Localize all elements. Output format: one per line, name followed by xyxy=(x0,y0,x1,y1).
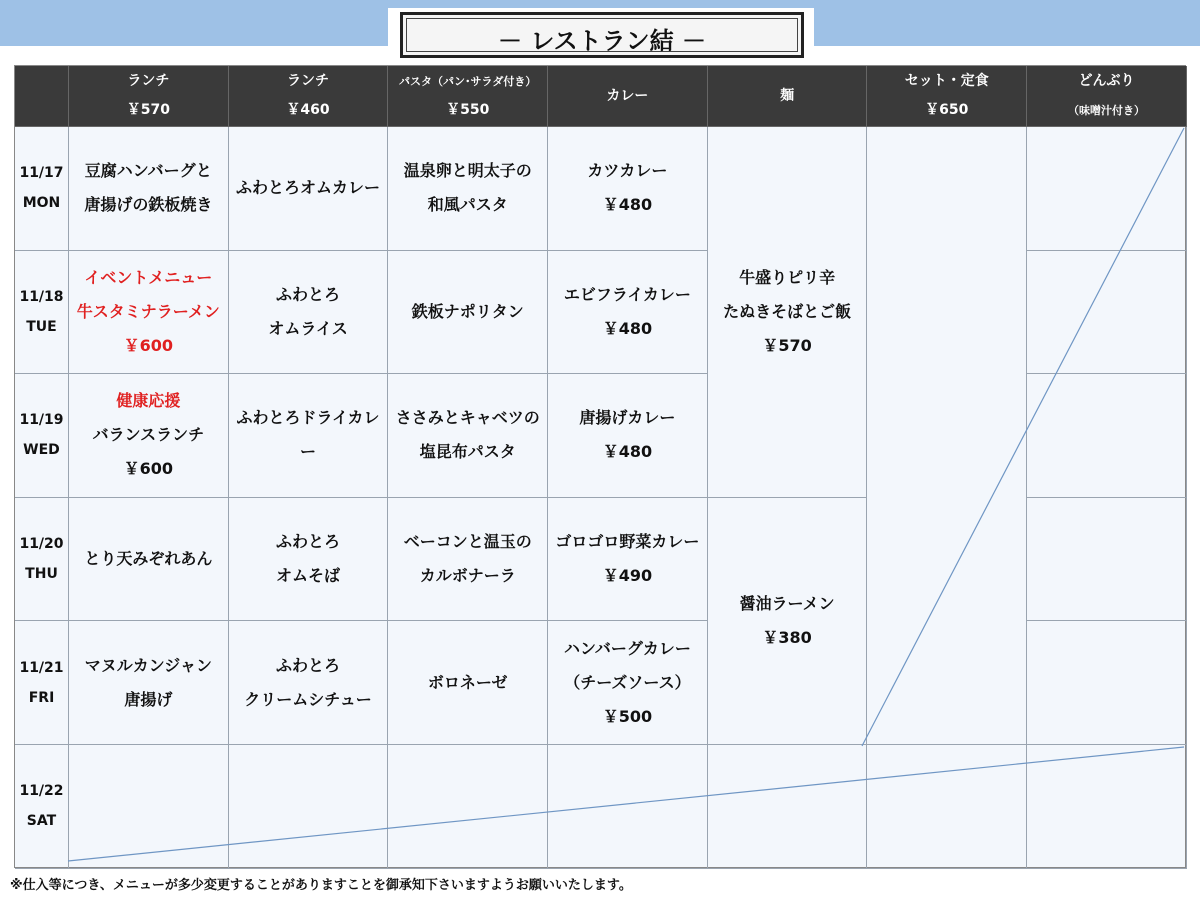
day-date: 11/20 xyxy=(19,536,64,553)
menu-line: 醤油ラーメン xyxy=(739,593,835,613)
header-donburi xyxy=(1027,66,1187,127)
menu-line: 牛スタミナラーメン xyxy=(76,301,220,321)
header-pasta xyxy=(388,66,548,127)
menu-line: 唐揚げの鉄板焼き xyxy=(84,195,213,215)
donburi-item xyxy=(1027,374,1187,498)
day-label xyxy=(15,374,69,498)
day-of-week: THU xyxy=(25,566,58,583)
day-label xyxy=(15,251,69,375)
menu-line: エビフライカレー xyxy=(563,284,691,304)
menu-line: カツカレー xyxy=(587,161,668,181)
menu-price: ￥600 xyxy=(123,335,174,355)
day-of-week: TUE xyxy=(26,318,57,335)
menu-line: ふわとろ xyxy=(276,284,341,304)
menu-price: ￥500 xyxy=(602,706,653,726)
curry-item xyxy=(548,374,708,498)
menu-line: バランスランチ xyxy=(92,425,205,445)
donburi-item xyxy=(1027,498,1187,622)
day-label xyxy=(15,621,69,745)
menu-line: ベーコンと温玉の xyxy=(403,532,532,552)
pasta-item xyxy=(388,251,548,375)
menu-line: オムそば xyxy=(276,566,341,586)
day-label xyxy=(15,127,69,251)
menu-line: ふわとろオムカレー xyxy=(236,178,381,198)
curry-item xyxy=(548,498,708,622)
lunch-a-item xyxy=(69,127,229,251)
menu-price: ￥490 xyxy=(602,566,653,586)
header-price: ￥570 xyxy=(126,102,170,118)
header-set-meal xyxy=(867,66,1027,127)
header-noodles xyxy=(708,66,868,127)
header-label: パスタ（パン･サラダ付き） xyxy=(399,75,537,88)
curry-item xyxy=(548,251,708,375)
page-title: － レストラン結 － xyxy=(498,27,706,55)
menu-price: ￥480 xyxy=(602,318,653,338)
donburi-item xyxy=(1027,127,1187,251)
header-label: カレー xyxy=(606,87,649,104)
pasta-item xyxy=(388,498,548,622)
pasta-item xyxy=(388,127,548,251)
menu-line: とり天みぞれあん xyxy=(84,549,213,569)
menu-line: カルボナーラ xyxy=(419,566,516,586)
saturday-cell xyxy=(69,745,229,869)
menu-price: ￥480 xyxy=(602,442,653,462)
curry-item xyxy=(548,127,708,251)
day-date: 11/22 xyxy=(19,783,64,800)
day-date: 11/17 xyxy=(19,165,64,182)
header-curry xyxy=(548,66,708,127)
header-label: セット・定食 xyxy=(904,73,989,89)
header-lunch-a xyxy=(69,66,229,127)
footnote: ※仕入等につき、メニューが多少変更することがありますことを御承知下さいますようお願いいたします。 xyxy=(10,878,632,893)
lunch-b-item xyxy=(229,621,389,745)
header-note: （味噌汁付き） xyxy=(1067,104,1145,117)
noodles-item xyxy=(708,498,868,745)
lunch-b-item xyxy=(229,127,389,251)
lunch-a-item xyxy=(69,621,229,745)
header-price: ￥460 xyxy=(286,102,330,118)
menu-line: 牛盛りピリ辛 xyxy=(739,267,836,287)
header-price: ￥650 xyxy=(925,102,969,118)
saturday-cell xyxy=(548,745,708,869)
day-label xyxy=(15,498,69,622)
lunch-a-item xyxy=(69,251,229,375)
header-label: 麺 xyxy=(780,87,795,104)
header-lunch-b xyxy=(229,66,389,127)
menu-line: ボロネーゼ xyxy=(427,672,508,692)
menu-line: オムライス xyxy=(268,318,348,338)
menu-line: ふわとろドライカレー xyxy=(236,408,380,462)
menu-price: ￥600 xyxy=(123,459,174,479)
menu-line: 和風パスタ xyxy=(427,195,508,215)
menu-line: ささみとキャベツの xyxy=(395,408,540,428)
pasta-item xyxy=(388,621,548,745)
header-label: ランチ xyxy=(127,73,170,89)
lunch-a-item xyxy=(69,498,229,622)
menu-price: ￥570 xyxy=(762,335,812,355)
header-corner xyxy=(15,66,69,127)
lunch-b-item xyxy=(229,251,389,375)
day-date: 11/18 xyxy=(19,288,64,305)
weekly-menu-table xyxy=(14,65,1186,868)
menu-line: （チーズソース） xyxy=(564,672,691,692)
title-frame xyxy=(400,12,804,58)
day-of-week: MON xyxy=(22,195,61,212)
menu-line: 鉄板ナポリタン xyxy=(411,301,524,321)
menu-line: ふわとろ xyxy=(276,532,341,552)
menu-line: イベントメニュー xyxy=(84,267,213,287)
menu-line: 豆腐ハンバーグと xyxy=(84,161,212,181)
day-date: 11/19 xyxy=(19,412,64,429)
noodles-item xyxy=(708,127,868,498)
donburi-item xyxy=(1027,621,1187,745)
menu-line: 唐揚げカレー xyxy=(579,408,676,428)
saturday-cell xyxy=(708,745,868,869)
set-meal-column xyxy=(867,127,1027,745)
day-of-week: WED xyxy=(23,442,60,459)
saturday-cell xyxy=(867,745,1027,869)
saturday-cell xyxy=(388,745,548,869)
saturday-cell xyxy=(1027,745,1187,869)
lunch-a-item xyxy=(69,374,229,498)
header-label: どんぶり xyxy=(1078,73,1135,89)
menu-line: マヌルカンジャン xyxy=(84,655,212,675)
donburi-item xyxy=(1027,251,1187,375)
menu-line: ふわとろ xyxy=(276,655,341,675)
day-date: 11/21 xyxy=(19,659,64,676)
day-label xyxy=(15,745,69,869)
menu-line: ゴロゴロ野菜カレー xyxy=(555,532,700,552)
curry-item xyxy=(548,621,708,745)
menu-line: 温泉卵と明太子の xyxy=(403,161,532,181)
menu-line: ハンバーグカレー xyxy=(563,638,691,658)
pasta-item xyxy=(388,374,548,498)
header-label: ランチ xyxy=(287,73,330,89)
menu-line: 健康応援 xyxy=(116,391,181,411)
menu-line: 唐揚げ xyxy=(124,689,173,709)
menu-price: ￥380 xyxy=(762,627,812,647)
menu-price: ￥480 xyxy=(602,195,653,215)
day-of-week: FRI xyxy=(28,689,55,706)
day-of-week: SAT xyxy=(26,813,57,830)
lunch-b-item xyxy=(229,374,389,498)
saturday-cell xyxy=(229,745,389,869)
menu-line: 塩昆布パスタ xyxy=(419,442,516,462)
menu-line: たぬきそばとご飯 xyxy=(723,301,852,321)
menu-line: クリームシチュー xyxy=(244,689,372,709)
header-price: ￥550 xyxy=(446,102,490,118)
lunch-b-item xyxy=(229,498,389,622)
